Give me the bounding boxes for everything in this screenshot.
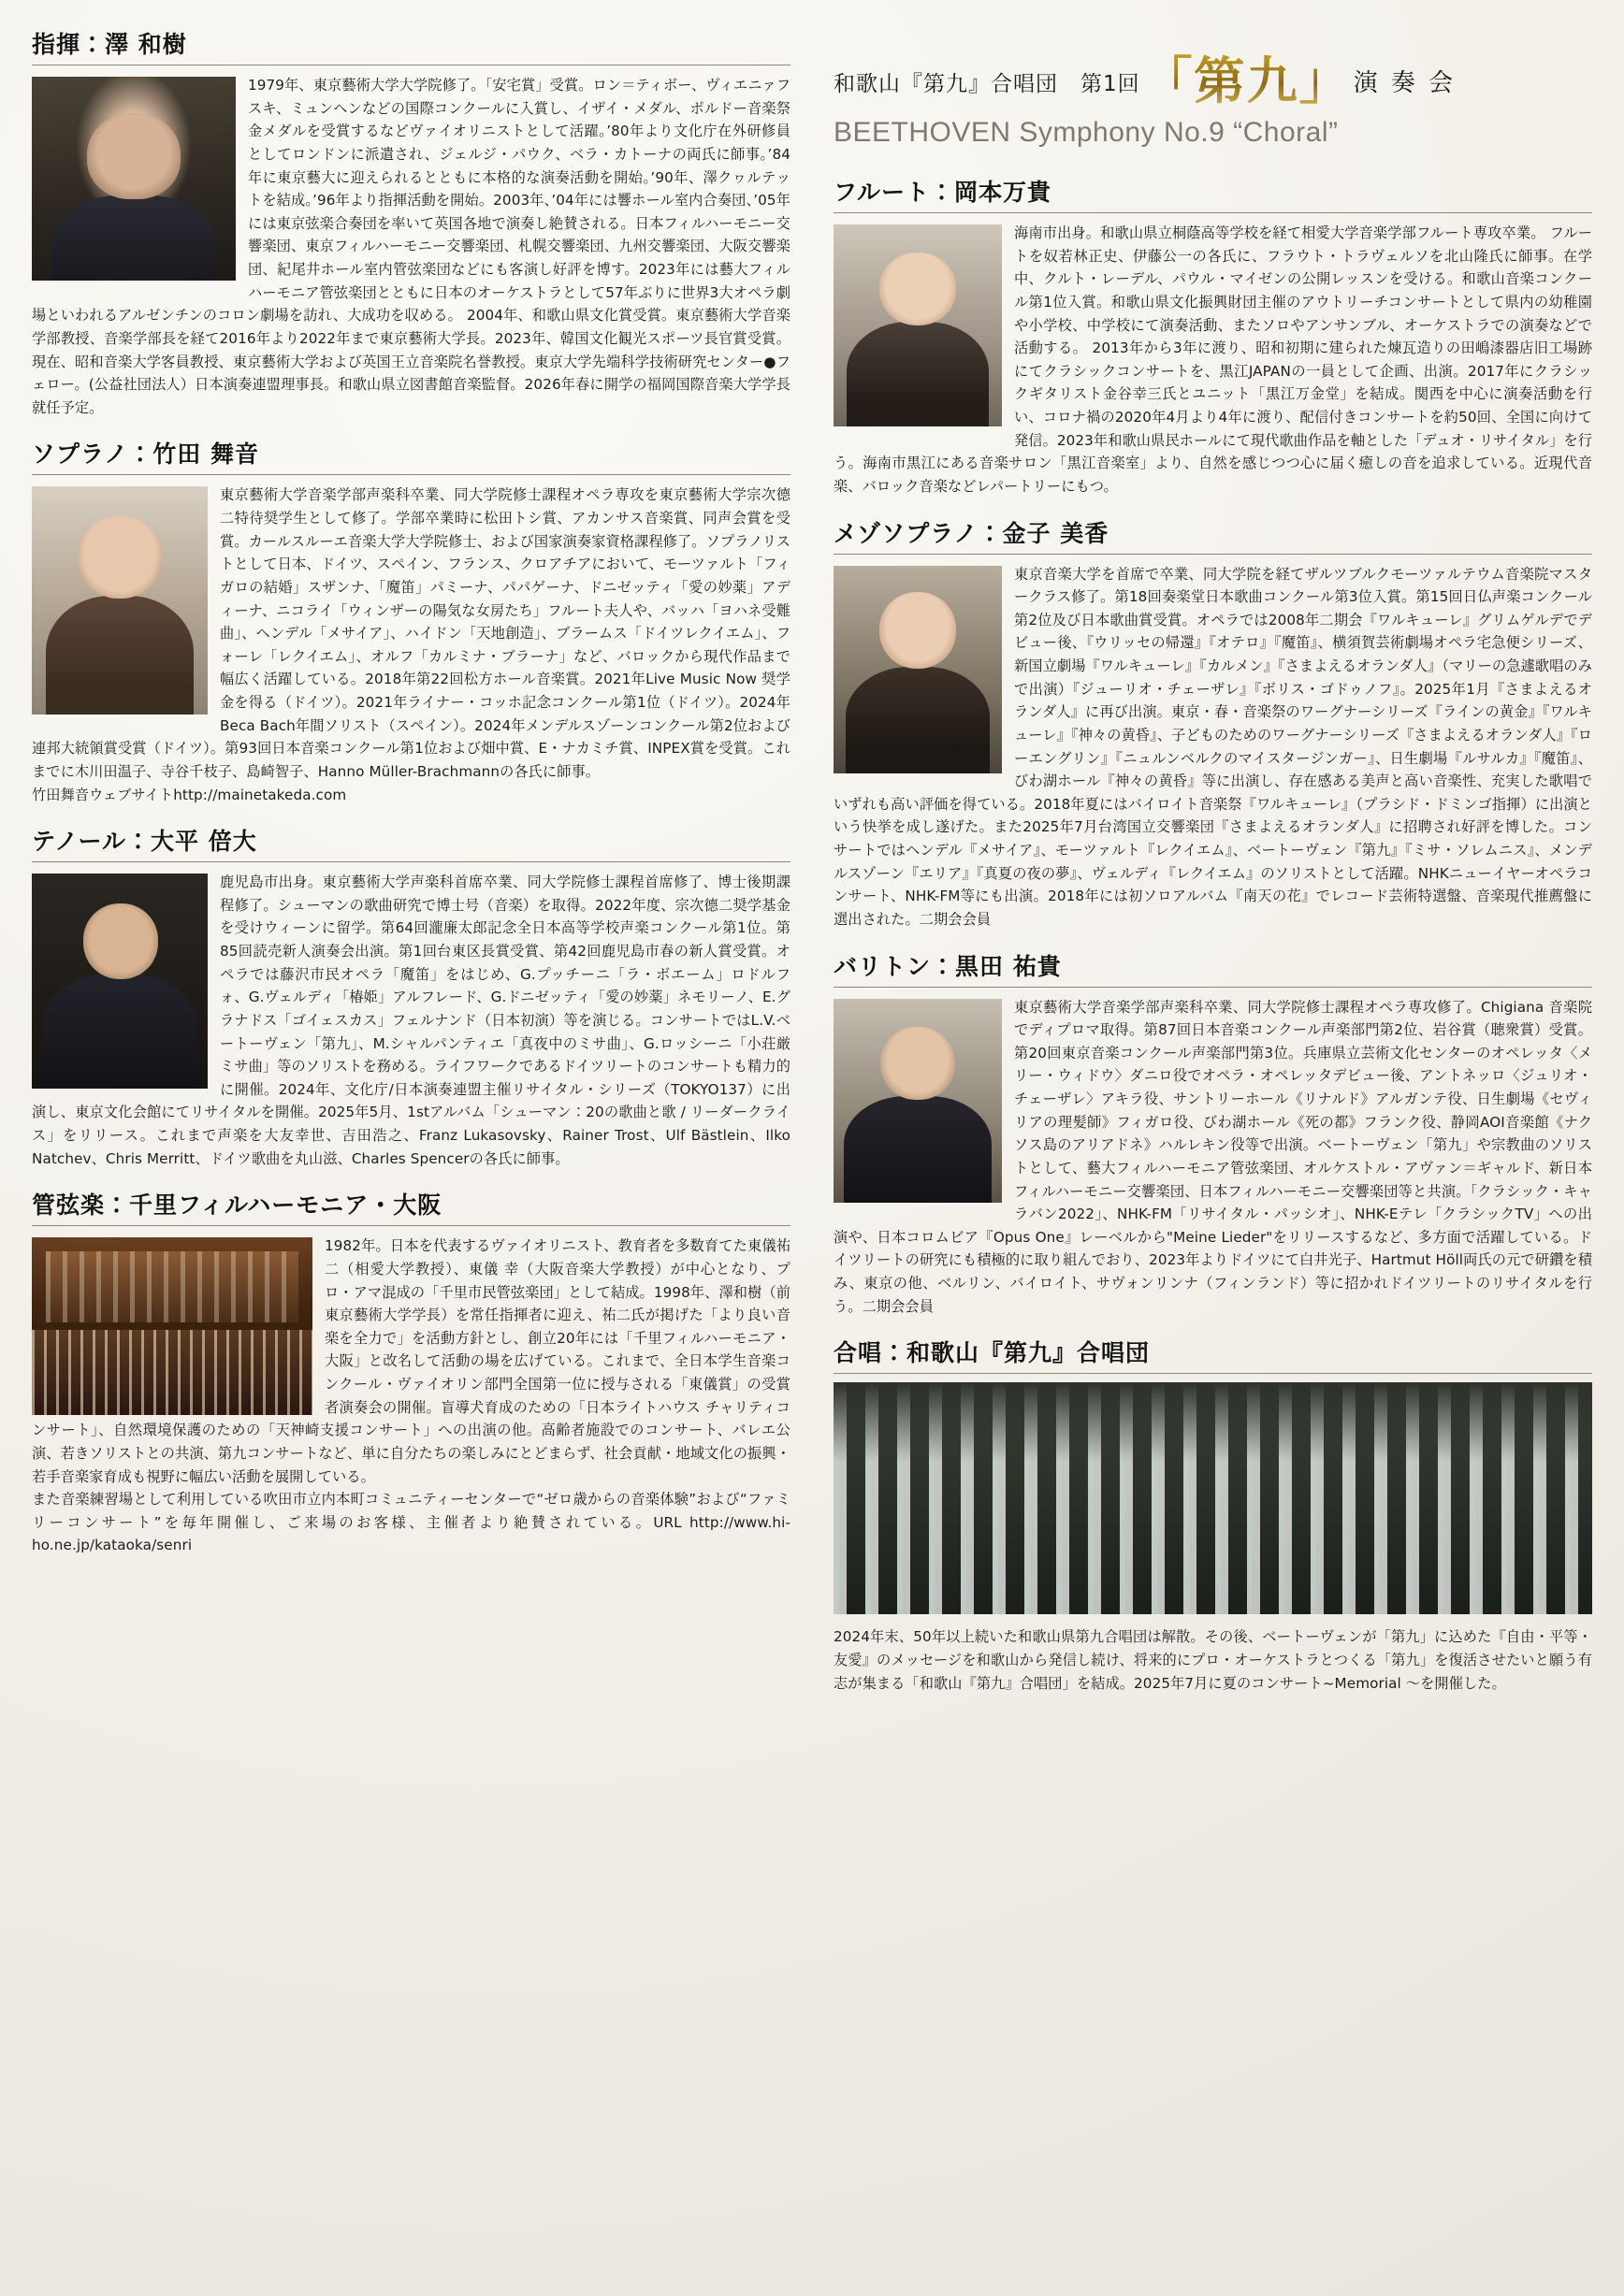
left-column <box>32 26 796 2277</box>
orchestra-description: 1982年。日本を代表するヴァイオリニスト、教育者を多数育てた東儀祐二（相愛大学教授）、東儀 幸（大阪音楽大学教授）が中心となり、プロ・アマ混成の「千里市民管弦楽団」として結成。1998年、澤和樹（前東京藝術大学学長）を常任指揮者に迎え、祐二氏が掲げた「より良い音楽を全力で」を活動方針とし、創立20年には「千里フィルハーモニア・大阪」と改名して活動の場を広げている。これまで、全日本学生音楽コンクール・ヴァイオリン部門全国第一位に授与される「東儀賞」の受賞者演奏会の開催。盲導犬育成のための「日本ライトハウス チャリティコンサート」、自然環境保護のための「天神崎支援コンサート」への出演の他。高齢者施設でのコンサート、バレエ公演、若きソリストとの共演、第九コンサートなど、単に自分たちの楽しみにとどまらず、社会貢献・地域文化の振興・若手音楽家育成も視野に幅広い活動を展開している。 <box>32 1237 790 1485</box>
flute-bio: 海南市出身。和歌山県立桐蔭高等学校を経て相愛大学音楽学部フルート専攻卒業。 フルートを奴若林正史、伊藤公一の各氏に、フラウト・トラヴェルソを北山隆氏に師事。在学中、クルト・レーデル、パウル・マイゼンの公開レッスンを受ける。和歌山音楽コンクール第1位入賞。和歌山県文化振興財団主催のアウトリーチコンサートとして県内の幼稚園や小学校、中学校にて演奏活動、またソロやアンサンブル、オーケストラでの演奏などで活動する。 2013年から3年に渡り、昭和初期に建られた煉瓦造りの田嶋漆器店旧工場跡にてクラシックコンサートを、黒江JAPANの一員として企画、出演。2017年にクラシックギタリスト金谷幸三氏とユニット「黒江万金堂」を結成。関西を中心に演奏活動を行い、コロナ禍の2020年4月より4年に渡り、配信付きコンサートを約50回、全国に向けて発信。2023年和歌山県民ホールにて現代歌曲作品を軸とした「デュオ・リサイタル」を行う。海南市黒江にある音楽サロン「黒江音楽室」より、自然を感じつつ心に届く癒しの音を追求している。近現代音楽、バロック音楽などレパートリーにもつ。 <box>834 224 1592 495</box>
orchestra-description-2: また音楽練習場として利用している吹田市立内本町コミュニティーセンターで“ゼロ歳からの音楽体験”および“ファミリーコンサート”を毎年開催し、ご来場のお客様、主催者より絶賛されている。URL http://www.hi-ho.ne.jp/kataoka/senri <box>32 1491 790 1554</box>
flute-portrait-photo <box>834 224 1002 426</box>
two-column-layout <box>32 26 1592 2277</box>
chorus-description: 2024年末、50年以上続いた和歌山県第九合唱団は解散。その後、ベートーヴェンが「第九」に込めた『自由・平等・友愛』のメッセージを和歌山から発信し続け、将来的にプロ・オーケストラとつくる「第九」を復活させたいと願う有志が集まる「和歌山『第九』合唱団」を結成。2025年7月に夏のコンサート~Memorial ～を開催した。 <box>834 1628 1592 1692</box>
section-title-mezzo: メゾソプラノ：金子 美香 <box>834 515 1592 555</box>
masthead-concert-label: 演 奏 会 <box>1353 69 1457 97</box>
flute-block <box>834 222 1592 498</box>
bariton-portrait-photo <box>834 999 1002 1203</box>
masthead-pretitle: 和歌山『第九』合唱団 第1回 <box>834 72 1140 96</box>
soprano-bio: 東京藝術大学音楽学部声楽科卒業、同大学院修士課程オペラ専攻を東京藝術大学宗次德二特待奨学生として修了。学部卒業時に松田トシ賞、アカンサス音楽賞、同声会賞を受賞。カールスルーエ音楽大学大学院修士、および国家演奏家資格課程修了。ソプラノリストとして日本、ドイツ、スペイン、フランス、クロアチアにおいて、モーツァルト「フィガロの結婚」スザンナ、「魔笛」パミーナ、パパゲーナ、ドニゼッティ「愛の妙薬」アディーナ、ニコライ「ウィンザーの陽気な女房たち」フルート夫人や、バッハ「ヨハネ受難曲」、ヘンデル「メサイア」、ハイドン「天地創造」、ブラームス「ドイツレクイエム」、フォーレ「レクイエム」、オルフ「カルミナ・ブラーナ」など、バロックから現代作品まで幅広く活躍している。2018年第22回松方ホール音楽賞。2021年Live Music Now 奨学金を得る（ドイツ）。2021年ライナー・コッホ記念コンクール第1位（ドイツ）。2024年Beca Bach年間ソリスト（スペイン）。2024年メンデルスゾーンコンクール第2位および連邦大統領賞受賞（ドイツ）。第93回日本音楽コンクール第1位および畑中賞、E・ナカミチ賞、INPEX賞を受賞。これまでに木川田温子、寺谷千枝子、島崎智子、Hanno Müller-Brachmannの各氏に師事。 <box>32 486 790 780</box>
mezzo-block <box>834 563 1592 931</box>
conductor-portrait-photo <box>32 77 236 281</box>
masthead-dai9: 「第九」 <box>1141 51 1352 110</box>
tenor-block <box>32 871 790 1170</box>
orchestra-photo <box>32 1237 312 1415</box>
conductor-block <box>32 74 790 419</box>
section-title-chorus: 合唱：和歌山『第九』合唱団 <box>834 1335 1592 1374</box>
mezzo-bio: 東京音楽大学を首席で卒業、同大学院を経てザルツブルクモーツァルテウム音楽院マスタークラス修了。第18回奏楽堂日本歌曲コンクール第3位入賞。第15回日仏声楽コンクール第2位及び日本歌曲賞受賞。オペラでは2008年二期会『ワルキューレ』グリムゲルデでデビュー後、『ウリッセの帰還』『オテロ』『魔笛』、横須賀芸術劇場オペラ宅急便シリーズ、新国立劇場『ワルキューレ』『カルメン』『さまよえるオランダ人』（マリーの急遽歌唱のみで出演）『ジューリオ・チェーザレ』『ボリス・ゴドゥノフ』。2025年1月『さまよえるオランダ人』に再び出演。東京・春・音楽祭のワーグナーシリーズ『ラインの黄金』『ワルキューレ』『神々の黄昏』、子どものためのワーグナーシリーズ『さまよえるオランダ人』『ローエングリン』『ニュルンベルクのマイスタージンガー』、日生劇場『ルサルカ』『魔笛』、びわ湖ホール『神々の黄昏』等に出演し、存在感ある美声と高い音楽性、充実した歌唱でいずれも高い評価を得ている。2018年夏にはバイロイト音楽祭『ワルキューレ』（プラシド・ドミンゴ指揮）に出演という快挙を成し遂げた。また2025年7月台湾国立交響楽団『さまよえるオランダ人』に招聘され好評を博した。コンサートではヘンデル『メサイア』、モーツァルト『レクイエム』、ベートーヴェン『第九』『ミサ・ソレムニス』、メンデルスゾーン『エリア』『真夏の夜の夢』、ヴェルディ『レクイエム』のソリストとして活躍。NHKニューイヤーオペラコンサート、NHK-FM等にも出演。2018年には初ソロアルバム『南天の花』でレコード芸術特選盤、音楽現代推薦盤に選出された。二期会会員 <box>834 565 1592 928</box>
chorus-photo <box>834 1382 1592 1614</box>
mezzo-portrait-photo <box>834 566 1002 773</box>
section-title-flute: フルート：岡本万貴 <box>834 174 1592 213</box>
soprano-website[interactable]: 竹田舞音ウェブサイトhttp://mainetakeda.com <box>32 786 347 803</box>
right-column <box>828 26 1592 2277</box>
section-title-bariton: バリトン：黒田 祐貴 <box>834 948 1592 988</box>
bariton-block <box>834 996 1592 1319</box>
masthead-title-line <box>834 41 1592 113</box>
section-title-conductor: 指揮：澤 和樹 <box>32 26 790 65</box>
chorus-block <box>834 1382 1592 1695</box>
section-title-soprano: ソプラノ：竹田 舞音 <box>32 436 790 475</box>
masthead-subtitle: BEETHOVEN Symphony No.9 “Choral” <box>834 117 1339 148</box>
bariton-bio: 東京藝術大学音楽学部声楽科卒業、同大学院修士課程オペラ専攻修了。Chigiana 音楽院でディプロマ取得。第87回日本音楽コンクール声楽部門第2位、岩谷賞（聴衆賞）受賞。第20回東京音楽コンクール声楽部門第3位。兵庫県立芸術文化センターのオペレッタ〈メリー・ウィドウ〉ダニロ役でオペラ・オペレッタデビュー後、アントネッロ〈ジュリオ・チェーザレ〉アキラ役、サントリーホール《リナルド》アルガンテ役、日生劇場《セヴィリアの理髪師》フィガロ役、びわ湖ホール《死の都》フランク役、静岡AOI音楽館《ナクソス島のアリアドネ》ハルレキン役等で出演。ベートーヴェン「第九」や宗教曲のソリストとして、藝大フィルハーモニア管弦楽団、オルケストル・アヴァン＝ギャルド、新日本フィルハーモニー交響楽団、日本フィルハーモニー交響楽団等と共演。「クラシック・キャラバン2022」、NHK-FM「リサイタル・パッシオ」、NHK-Eテレ「クラシックTV」への出演や、日本コロムビア『Opus One』レーベルから"Meine Lieder"をリリースするなど、多方面で活躍している。ドイツリートの研究にも積極的に取り組んでおり、2023年よりドイツにて白井光子、Hartmut Höll両氏の元で研鑽を積み、東京の他、ベルリン、バイロイト、サヴォンリンナ（フィンランド）等に招かれドイツリートのリサイタルを行う。二期会会員 <box>834 998 1592 1315</box>
soprano-block <box>32 484 790 806</box>
section-title-tenor: テノール：大平 倍大 <box>32 823 790 862</box>
orchestra-block <box>32 1235 790 1557</box>
tenor-bio: 鹿児島市出身。東京藝術大学声楽科首席卒業、同大学院修士課程首席修了、博士後期課程修了。シューマンの歌曲研究で博士号（音楽）を取得。2022年度、宗次德二奨学基金を受けウィーンに留学。第64回瀧廉太郎記念全日本高等学校声楽コンクール第1位。第85回読売新人演奏会出演。第1回台東区長賞受賞、第42回鹿児島市春の新人賞受賞。オペラでは藤沢市民オペラ「魔笛」をはじめ、G.プッチーニ「ラ・ボエーム」ロドルフォ、G.ヴェルディ「椿姫」アルフレード、G.ドニゼッティ「愛の妙薬」ネモリーノ、E.グラナドス「ゴイェスカス」フェルナンド（日本初演）等を演じる。コンサートではL.V.ベートーヴェン「第九」、M.シャルパンティエ「真夜中のミサ曲」、G.ロッシーニ「小荘厳ミサ曲」等のソリストを務める。ライフワークであるドイツリートのコンサートも精力的に開催。2024年、文化庁/日本演奏連盟主催リサイタル・シリーズ（TOKYO137）に出演し、東京文化会館にてリサイタルを開催。2025年5月、1stアルバム「シューマン：20の歌曲と歌 / リーダークライス」をリリース。これまで声楽を大友幸世、吉田浩之、Franz Lukasovsky、Rainer Trost、Ulf Bästlein、Ilko Natchev、Chris Merritt、ドイツ歌曲を丸山滋、Charles Spencerの各氏に師事。 <box>32 874 790 1167</box>
tenor-portrait-photo <box>32 874 208 1089</box>
section-title-orchestra: 管弦楽：千里フィルハーモニア・大阪 <box>32 1187 790 1226</box>
soprano-portrait-photo <box>32 486 208 715</box>
conductor-bio: 1979年、東京藝術大学大学院修了。「安宅賞」受賞。ロン＝ティボー、ヴィエニァフスキ、ミュンヘンなどの国際コンクールに入賞し、イザイ・メダル、ボルドー音楽祭金メダルを受賞するなどヴァイオリニストとして活躍。’80年より文化庁在外研修員としてロンドンに派遣され、ジェルジ・パウク、ベラ・カトーナの両氏に師事。’84年に東京藝大に迎えられるとともに本格的な演奏活動を開始。’90年、澤クヮルテットを結成。’96年より指揮活動を開始。2003年、’04年には響ホール室内合奏団、’05年には東京弦楽合奏団を率いて英国各地で演奏し絶賛される。日本フィルハーモニー交響楽団、東京フィルハーモニー交響楽団、札幌交響楽団、九州交響楽団、大阪交響楽団、紀尾井ホール室内管弦楽団などにも客演し好評を博す。2023年には藝大フィルハーモニア管弦楽団とともに日本のオーケストラとして57年ぶりに世界3大オペラ劇場といわれるアルゼンチンのコロン劇場を訪れ、大成功を収める。 2004年、和歌山県文化賞受賞。東京藝術大学音楽学部教授、音楽学部長を経て2016年より2022年まで東京藝術大学長。2023年、韓国文化観光スポーツ長官賞受賞。現在、昭和音楽大学客員教授、東京藝術大学および英国王立音楽院名誉教授。東京大学先端科学技術研究センター●フェロー。(公益社団法人）日本演奏連盟理事長。和歌山県立図書館音楽監督。2026年春に開学の福岡国際音楽大学学長就任予定。 <box>32 77 790 416</box>
masthead <box>834 41 1592 152</box>
